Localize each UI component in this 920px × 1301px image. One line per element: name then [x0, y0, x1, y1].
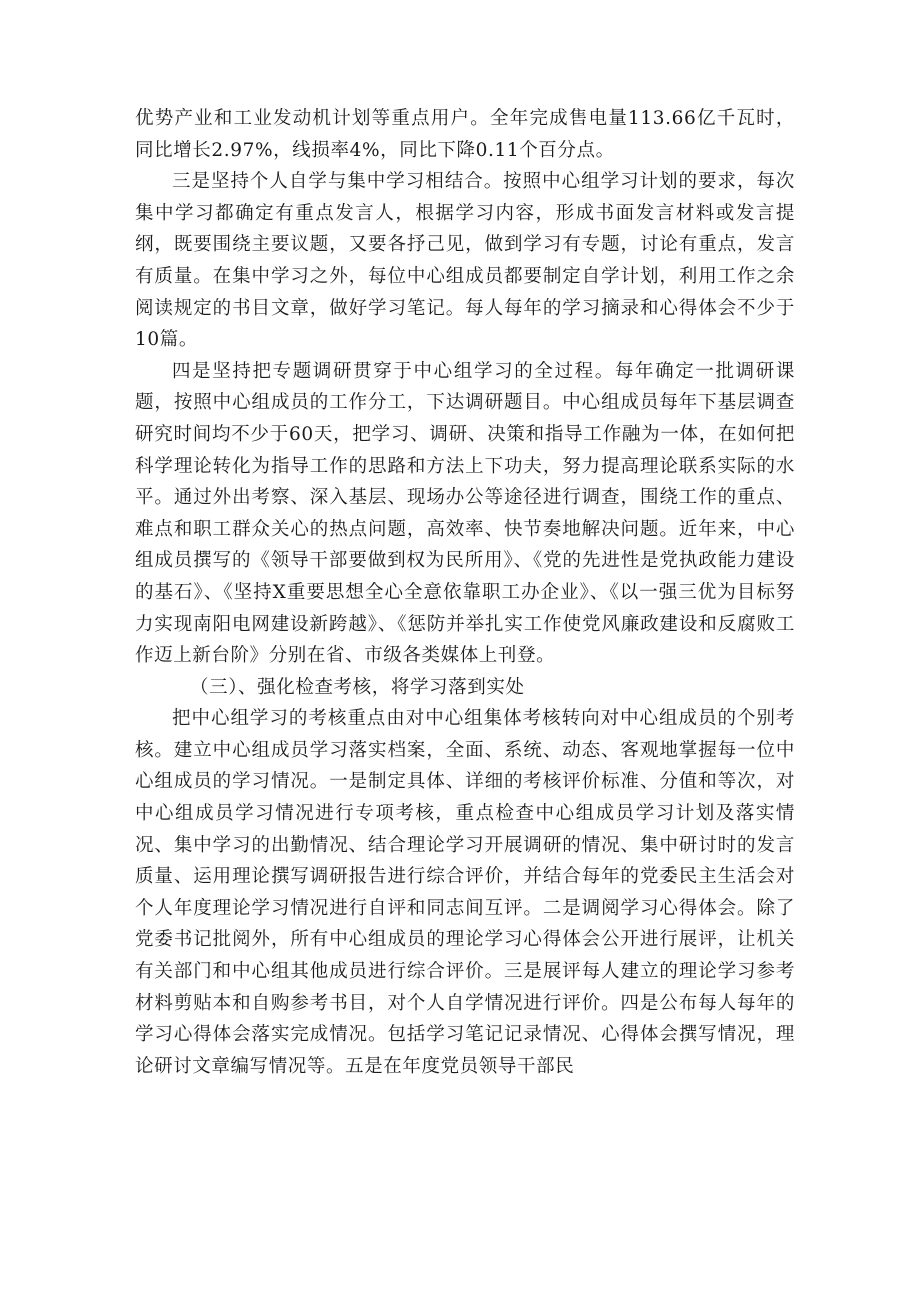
paragraph-sales-summary: 优势产业和工业发动机计划等重点用户。全年完成售电量113.66亿千瓦时，同比增长2.97%，线损率4%，同比下降0.11个百分点。 — [135, 108, 795, 161]
document-page — [135, 103, 795, 1082]
paragraph-self-study: 三是坚持个人自学与集中学习相结合。按照中心组学习计划的要求，每次集中学习都确定有重点发言人，根据学习内容，形成书面发言材料或发言提纲，既要围绕主要议题，又要各抒己见，做到学习有专题，讨论有重点，发言有质量。在集中学习之外，每位中心组成员都要制定自学计划，利用工作之余阅读规定的书目文章，做好学习笔记。每人每年的学习摘录和心得体会不少于10篇。 — [135, 171, 795, 351]
section-heading-inspection: （三）、强化检查考核，将学习落到实处 — [190, 676, 525, 698]
paragraph-assessment: 把中心组学习的考核重点由对中心组集体考核转向对中心组成员的个别考核。建立中心组成员学习落实档案，全面、系统、动态、客观地掌握每一位中心组成员的学习情况。一是制定具体、详细的考核评价标准、分值和等次，对中心组成员学习情况进行专项考核，重点检查中心组成员学习计划及落实情况、集中学习的出勤情况、结合理论学习开展调研的情况、集中研讨时的发言质量、运用理论撰写调研报告进行综合评价，并结合每年的党委民主生活会对个人年度理论学习情况进行自评和同志间互评。二是调阅学习心得体会。除了党委书记批阅外，所有中心组成员的理论学习心得体会公开进行展评，让机关有关部门和中心组其他成员进行综合评价。三是展评每人建立的理论学习参考材料剪贴本和自购参考书目，对个人自学情况进行评价。四是公布每人每年的学习心得体会落实完成情况。包括学习笔记记录情况、心得体会撰写情况，理论研讨文章编写情况等。五是在年度党员领导干部民 — [135, 708, 795, 1077]
paragraph-research: 四是坚持把专题调研贯穿于中心组学习的全过程。每年确定一批调研课题，按照中心组成员的工作分工，下达调研题目。中心组成员每年下基层调查研究时间均不少于60天，把学习、调研、决策和指导工作融为一体，在如何把科学理论转化为指导工作的思路和方法上下功夫，努力提高理论联系实际的水平。通过外出考察、深入基层、现场办公等途径进行调查，围绕工作的重点、难点和职工群众关心的热点问题，高效率、快节奏地解决问题。近年来，中心组成员撰写的《领导干部要做到权为民所用》、《党的先进性是党执政能力建设的基石》、《坚持X重要思想全心全意依靠职工办企业》、《以一强三优为目标努力实现南阳电网建设新跨越》、《惩防并举扎实工作使党风廉政建设和反腐败工作迈上新台阶》分别在省、市级各类媒体上刊登。 — [135, 360, 795, 667]
